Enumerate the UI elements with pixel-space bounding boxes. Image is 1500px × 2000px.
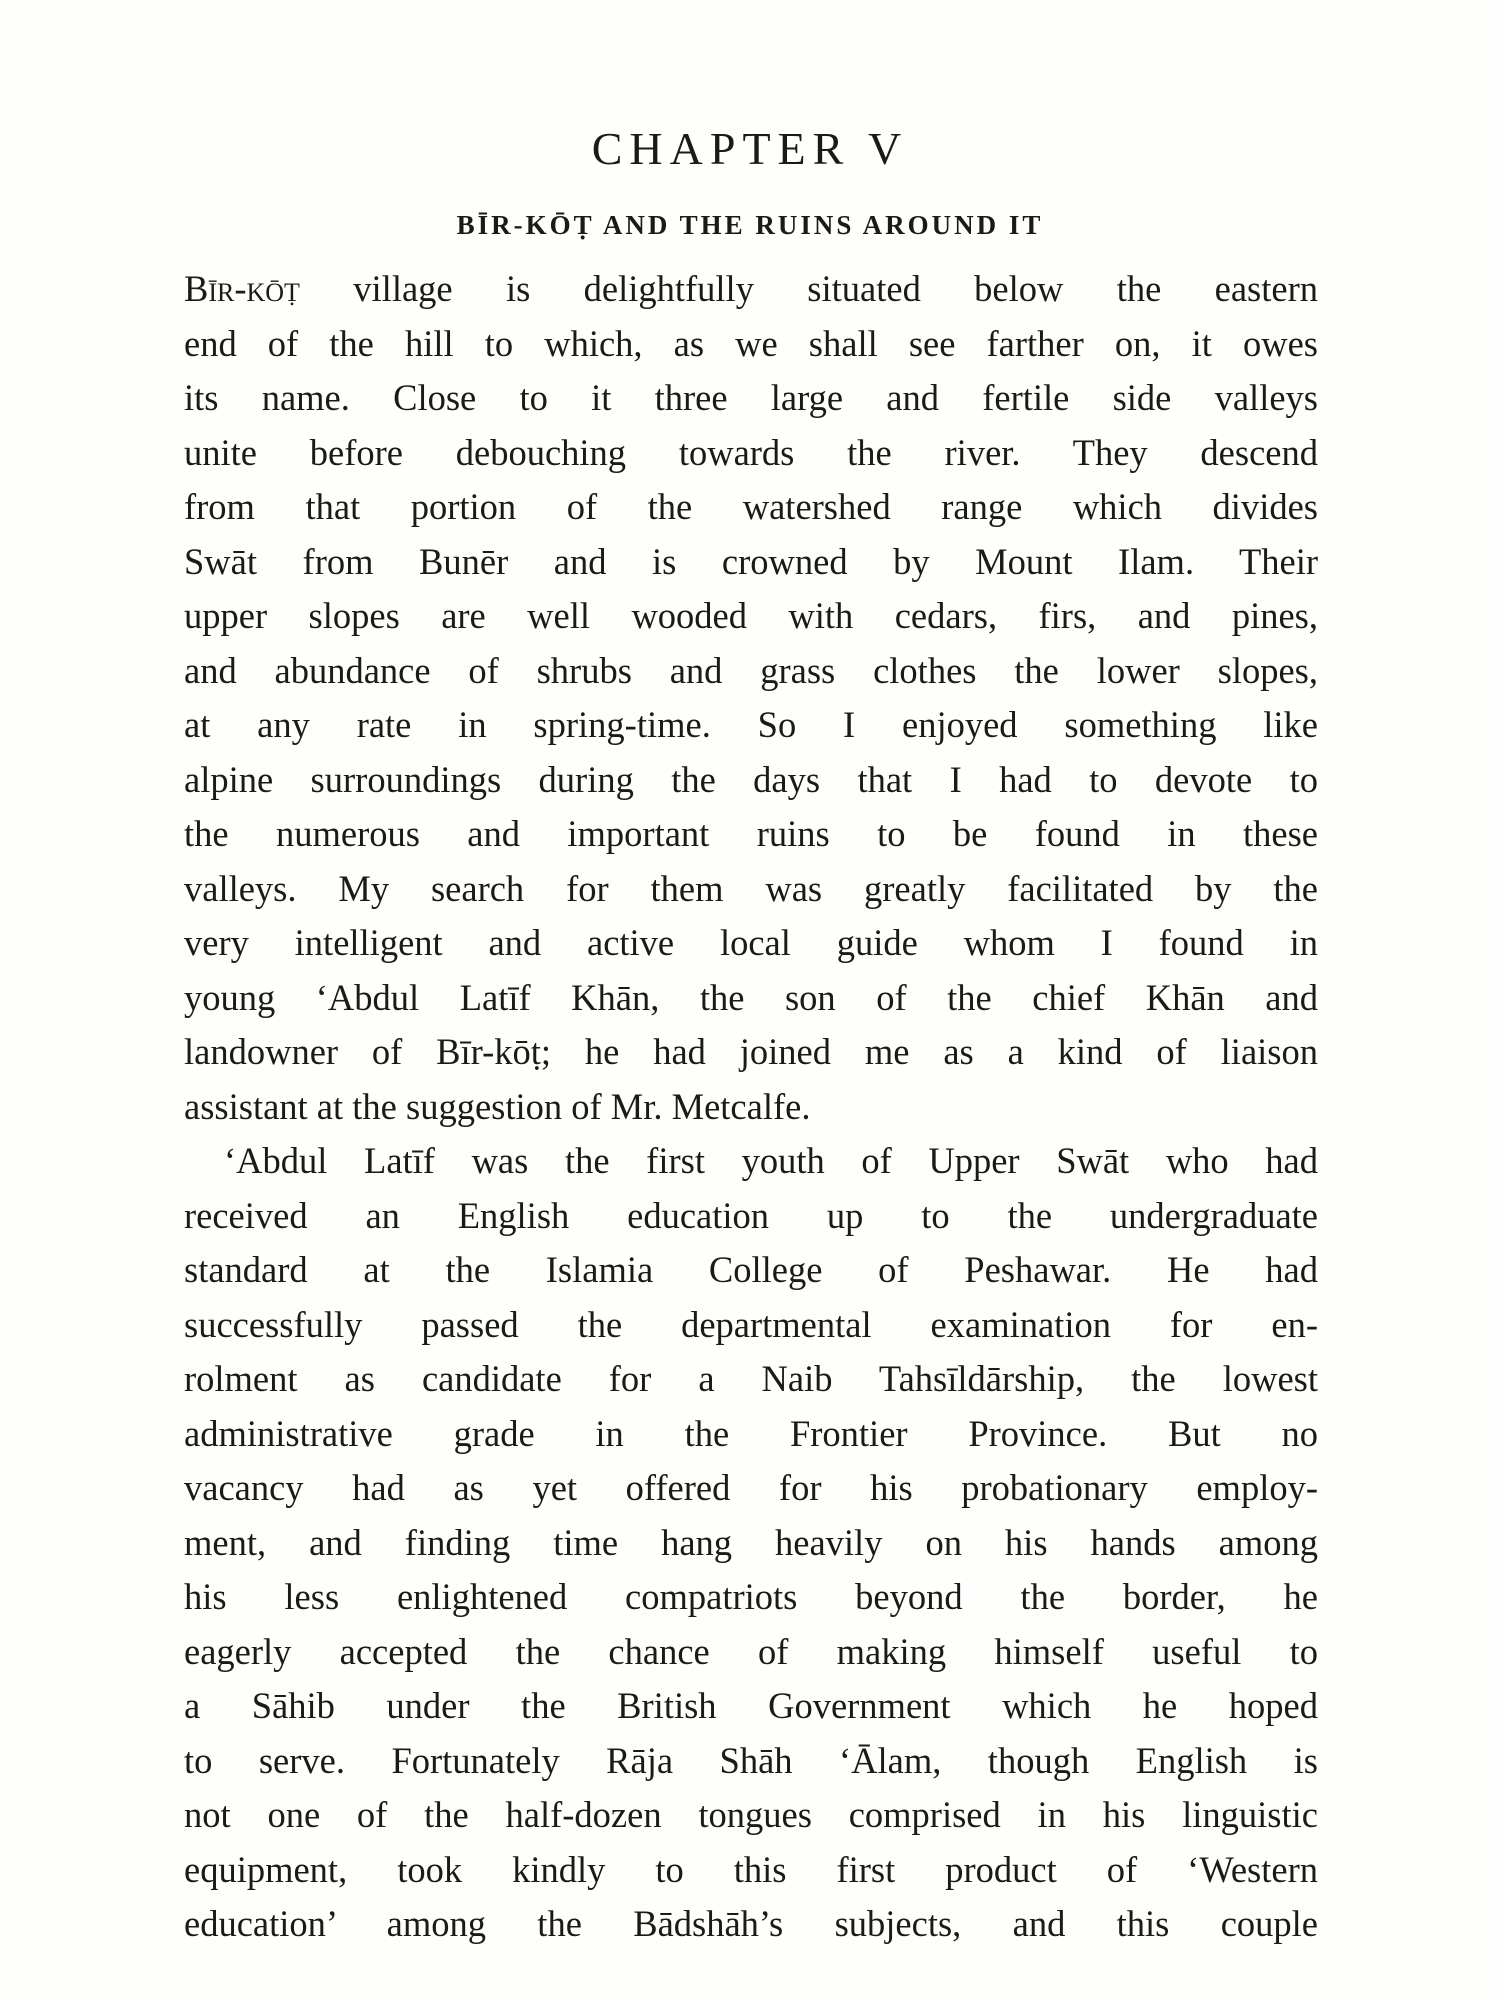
- text-line: received an English education up to the undergraduate: [184, 1194, 1318, 1236]
- text-line: a Sāhib under the British Government which he hoped: [184, 1685, 1318, 1726]
- text-line: equipment, took kindly to this first product of ‘Western: [184, 1848, 1318, 1890]
- text-line: end of the hill to which, as we shall see farther on, it owes: [184, 322, 1318, 364]
- text-line: successfully passed the departmental examination for en-: [184, 1303, 1318, 1345]
- text-line: vacancy had as yet offered for his probationary employ-: [184, 1467, 1318, 1508]
- text-line: administrative grade in the Frontier Province. But no: [184, 1412, 1318, 1454]
- text-line: landowner of Bīr-kōṭ; he had joined me as a kind of liaison: [184, 1031, 1318, 1072]
- text-line: his less enlightened compatriots beyond the border, he: [184, 1576, 1318, 1617]
- section-title: BĪR-KŌṬ AND THE RUINS AROUND IT: [456, 210, 1044, 240]
- text-line: its name. Close to it three large and fertile side valleys: [184, 377, 1318, 418]
- text-line-content: village is delightfully situated below the eastern: [353, 268, 1318, 309]
- text-line: education’ among the Bādshāh’s subjects, and this couple: [184, 1903, 1318, 1944]
- text-line: upper slopes are well wooded with cedars, firs, and pines,: [184, 595, 1318, 636]
- text-line: valleys. My search for them was greatly facilitated by the: [184, 867, 1318, 909]
- text-line: assistant at the suggestion of Mr. Metcalfe.: [184, 1085, 811, 1127]
- text-line: very intelligent and active local guide whom I found in: [184, 922, 1318, 963]
- chapter-title: CHAPTER V: [591, 123, 909, 174]
- text-line: to serve. Fortunately Rāja Shāh ‘Ālam, though English is: [184, 1739, 1318, 1781]
- text-line: and abundance of shrubs and grass clothes the lower slopes,: [184, 649, 1318, 691]
- text-line: standard at the Islamia College of Peshawar. He had: [184, 1249, 1318, 1290]
- body-text: [184, 262, 1318, 1952]
- text-line: alpine surroundings during the days that I had to devote to: [184, 758, 1318, 800]
- text-line: the numerous and important ruins to be found in these: [184, 813, 1318, 854]
- text-line: rolment as candidate for a Naib Tahsīldārship, the lowest: [184, 1358, 1318, 1399]
- text-line: from that portion of the watershed range which divides: [184, 486, 1318, 527]
- text-line: unite before debouching towards the river. They descend: [184, 431, 1318, 473]
- text-line: ment, and finding time hang heavily on his hands among: [184, 1521, 1318, 1563]
- text-line: [184, 262, 1318, 317]
- text-line: young ‘Abdul Latīf Khān, the son of the chief Khān and: [184, 976, 1318, 1018]
- lead-word: Bīr-kōṭ: [184, 268, 300, 309]
- text-line: not one of the half-dozen tongues comprised in his linguistic: [184, 1794, 1318, 1835]
- text-line: Swāt from Bunēr and is crowned by Mount Ilam. Their: [184, 540, 1318, 582]
- text-line: ‘Abdul Latīf was the first youth of Upper Swāt who had: [224, 1140, 1318, 1181]
- text-line: eagerly accepted the chance of making himself useful to: [184, 1630, 1318, 1672]
- text-line: at any rate in spring-time. So I enjoyed something like: [184, 704, 1318, 745]
